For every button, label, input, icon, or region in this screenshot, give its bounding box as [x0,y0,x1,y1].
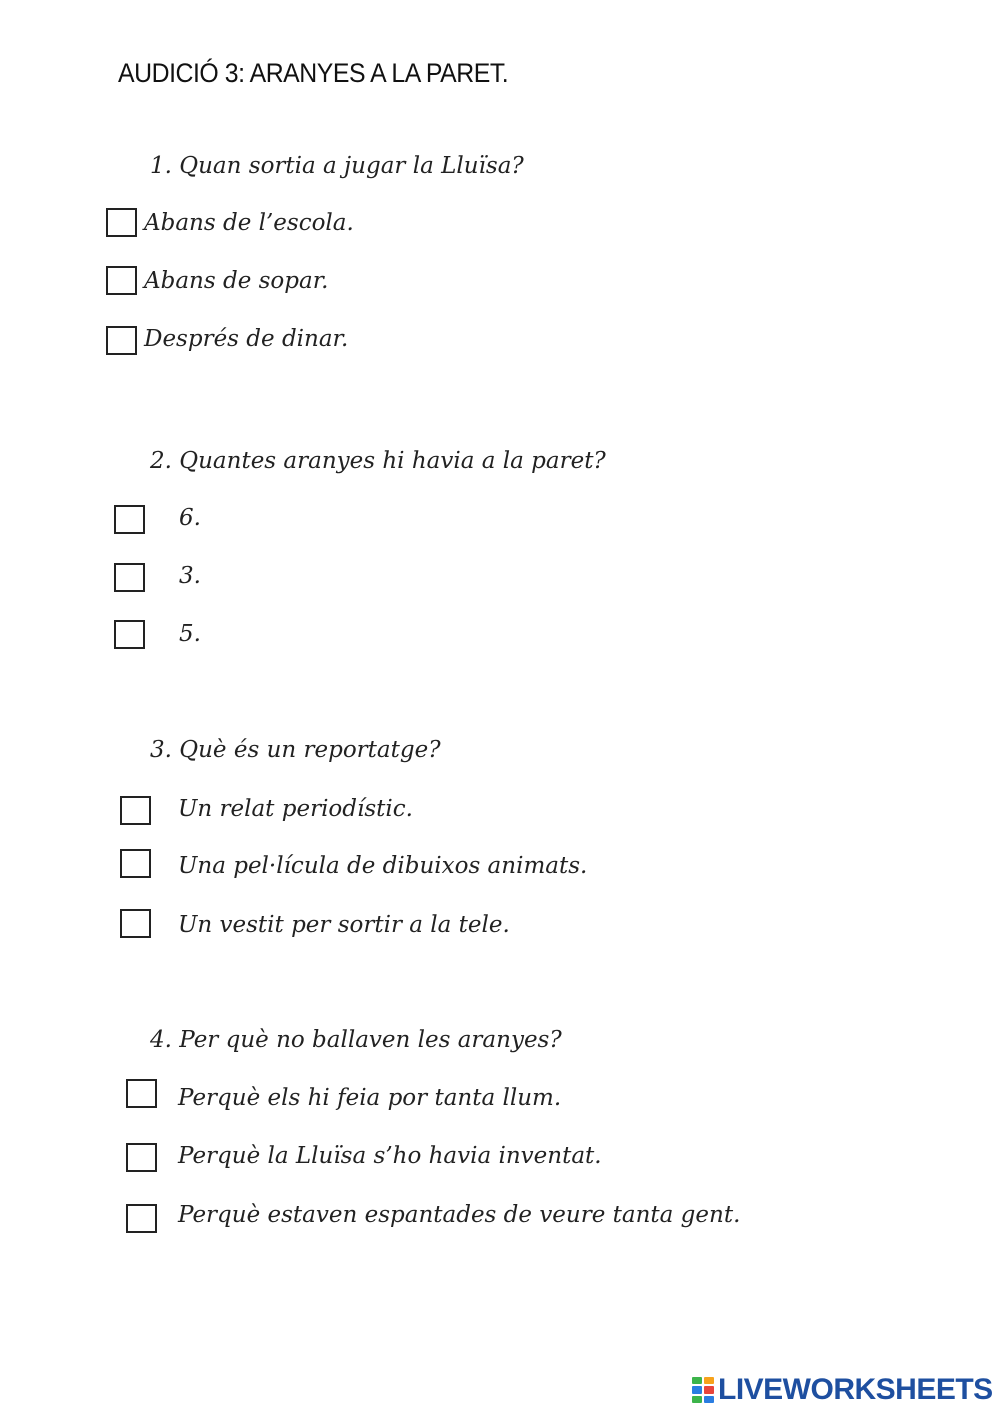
answer-checkbox[interactable] [114,620,145,649]
option-label: Perquè la Lluïsa s’ho havia inventat. [178,1143,602,1169]
option-label: Un relat periodístic. [178,796,413,822]
answer-checkbox[interactable] [120,909,151,938]
option-label: Abans de sopar. [144,268,329,294]
option-label: 3. [179,563,201,589]
answer-checkbox[interactable] [120,849,151,878]
logo-text: LIVEWORKSHEETS [718,1373,993,1406]
option-label: Un vestit per sortir a la tele. [178,912,510,938]
option-label: Abans de l’escola. [144,210,354,236]
answer-checkbox[interactable] [120,796,151,825]
option-label: 5. [179,621,201,647]
answer-checkbox[interactable] [126,1204,157,1233]
liveworksheets-logo[interactable] [692,1372,993,1408]
answer-checkbox[interactable] [114,505,145,534]
question-3-text: 3. Què és un reportatge? [150,737,441,763]
answer-checkbox[interactable] [106,266,137,295]
option-label: 6. [179,505,201,531]
option-label: Després de dinar. [144,326,349,352]
worksheet-title: AUDICIÓ 3: ARANYES A LA PARET. [118,58,509,88]
answer-checkbox[interactable] [126,1079,157,1108]
option-label: Perquè estaven espantades de veure tanta gent. [178,1202,741,1228]
liveworksheets-logo-icon [692,1377,714,1403]
question-2-text: 2. Quantes aranyes hi havia a la paret? [150,448,606,474]
option-label: Una pel·lícula de dibuixos animats. [178,853,588,879]
answer-checkbox[interactable] [106,208,137,237]
option-label: Perquè els hi feia por tanta llum. [178,1085,562,1111]
answer-checkbox[interactable] [106,326,137,355]
answer-checkbox[interactable] [126,1143,157,1172]
question-1-text: 1. Quan sortia a jugar la Lluïsa? [150,153,524,179]
answer-checkbox[interactable] [114,563,145,592]
question-4-text: 4. Per què no ballaven les aranyes? [150,1027,562,1053]
